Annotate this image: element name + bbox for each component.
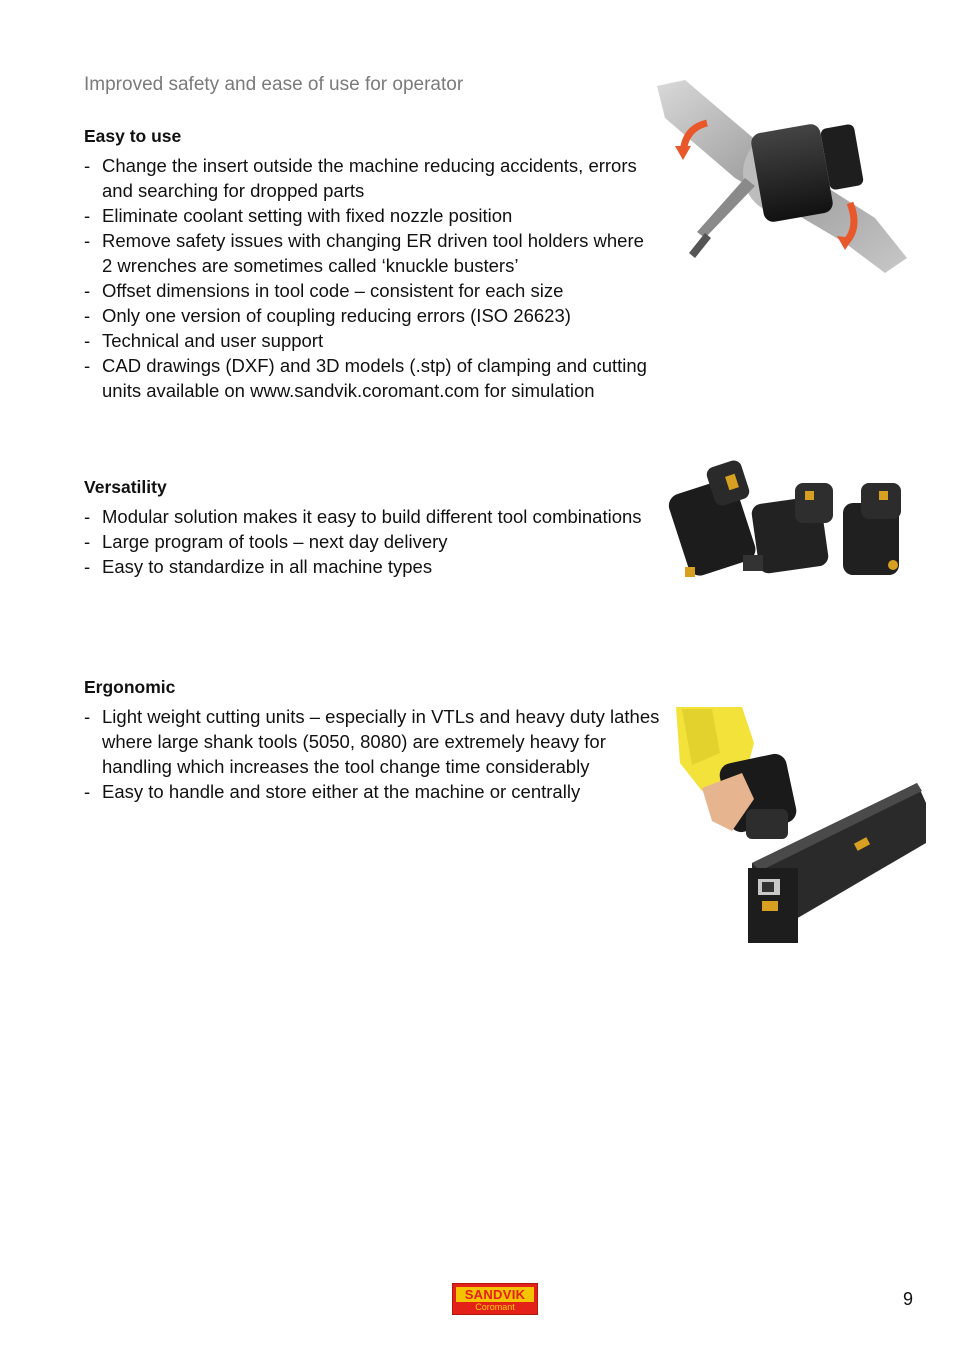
section-title: Ergonomic [84, 677, 176, 697]
list-item: - Remove safety issues with changing ER driven tool holders where 2 wrenches are sometimes called ‘knuckle busters’ [84, 228, 659, 278]
logo-brand: SANDVIK [456, 1287, 534, 1302]
list-item: - Light weight cutting units – especially in VTLs and heavy duty lathes where large shank tools (5050, 8080) are extremely heavy for handling which increases the tool change time considerably [84, 704, 664, 779]
list-item: - Eliminate coolant setting with fixed nozzle position [84, 203, 659, 228]
section-title: Versatility [84, 477, 167, 497]
list-item: - Only one version of coupling reducing errors (ISO 26623) [84, 303, 659, 328]
cutting-units-image [665, 455, 915, 590]
sandvik-coromant-logo [452, 1283, 538, 1315]
wrench-toolholder-image [645, 68, 915, 283]
hand-shank-tool-image [672, 703, 928, 948]
list-item: - Technical and user support [84, 328, 659, 353]
list-item: - Easy to standardize in all machine types [84, 554, 659, 579]
list-item: - Offset dimensions in tool code – consistent for each size [84, 278, 659, 303]
page-number: 9 [903, 1289, 914, 1309]
bullet-list [84, 153, 659, 403]
bullet-list [84, 704, 664, 804]
list-item: - Large program of tools – next day delivery [84, 529, 659, 554]
page-heading: Improved safety and ease of use for operator [84, 74, 464, 95]
section-versatility [84, 475, 659, 579]
list-item: - Modular solution makes it easy to build different tool combinations [84, 504, 659, 529]
section-ergonomic [84, 675, 664, 804]
bullet-list [84, 504, 659, 579]
list-item: - Change the insert outside the machine reducing accidents, errors and searching for dropped parts [84, 153, 659, 203]
logo-sub: Coromant [475, 1302, 515, 1312]
section-title: Easy to use [84, 126, 182, 146]
section-easy-to-use [84, 124, 659, 403]
list-item: - Easy to handle and store either at the machine or centrally [84, 779, 664, 804]
list-item: - CAD drawings (DXF) and 3D models (.stp) of clamping and cutting units available on www.sandvik.coromant.com for simulation [84, 353, 659, 403]
